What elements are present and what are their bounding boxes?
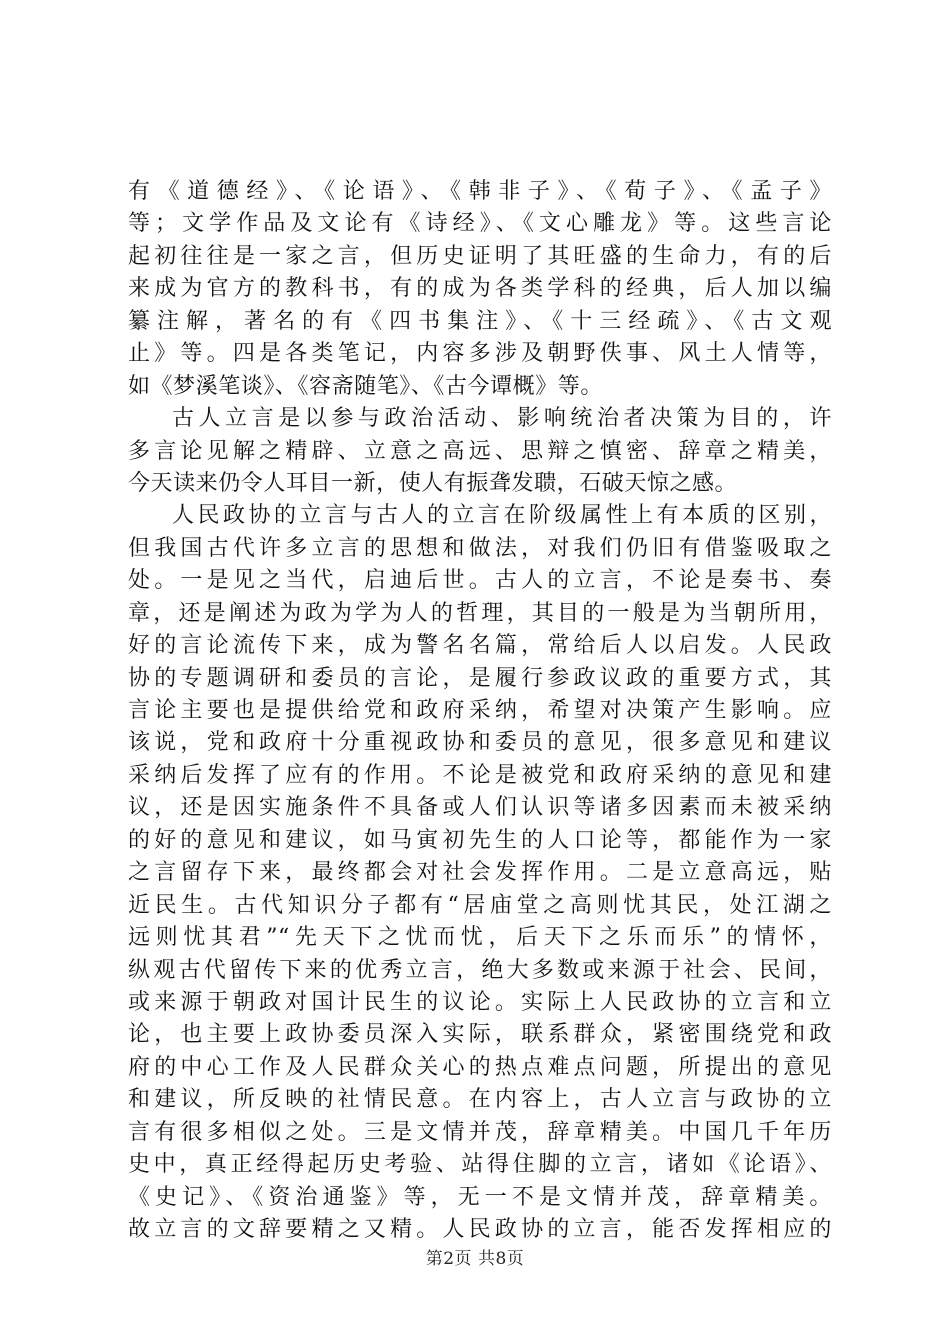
text-line: 但我国古代许多立言的思想和做法，对我们仍旧有借鉴吸取之: [128, 535, 832, 561]
text-line: 言有很多相似之处。三是文情并茂，辞章精美。中国几千年历: [128, 1119, 832, 1145]
text-line: 之言留存下来，最终都会对社会发挥作用。二是立意高远，贴: [128, 860, 832, 886]
body-text: [128, 176, 832, 1246]
text-line: 采纳后发挥了应有的作用。不论是被党和政府采纳的意见和建: [128, 762, 832, 788]
text-line: 言论主要也是提供给党和政府采纳，希望对决策产生影响。应: [128, 698, 832, 723]
text-line: 有《道德经》、《论语》、《韩非子》、《荀子》、《孟子》: [128, 179, 832, 204]
text-line: 如《梦溪笔谈》、《容斋随笔》、《古今谭概》等。: [128, 373, 603, 399]
text-line: 《史记》、《资治通鉴》等，无一不是文情并茂，辞章精美。: [128, 1184, 832, 1210]
text-line: 好的言论流传下来，成为警名名篇，常给后人以启发。人民政: [128, 633, 832, 659]
text-line: 多言论见解之精辟、立意之高远、思辩之慎密、辞章之精美，: [128, 438, 832, 464]
text-line: 该说，党和政府十分重视政协和委员的意见，很多意见和建议: [128, 730, 832, 756]
page-footer: 第2页 共8页: [425, 1249, 525, 1269]
text-line: 起初往往是一家之言，但历史证明了其旺盛的生命力，有的后: [128, 243, 832, 269]
text-line: 府的中心工作及人民群众关心的热点难点问题，所提出的意见: [128, 1054, 832, 1080]
text-line: 和建议，所反映的社情民意。在内容上，古人立言与政协的立: [128, 1087, 832, 1113]
text-line: 远则忧其君”“先天下之忧而忧，后天下之乐而乐”的情怀，: [128, 925, 832, 951]
text-line: 处。一是见之当代，启迪后世。古人的立言，不论是奏书、奏: [128, 568, 832, 594]
text-line: 故立言的文辞要精之又精。人民政协的立言，能否发挥相应的: [128, 1217, 832, 1242]
text-line: 议，还是因实施条件不具备或人们认识等诸多因素而未被采纳: [128, 795, 832, 821]
text-line: 来成为官方的教科书，有的成为各类学科的经典，后人加以编: [128, 276, 832, 302]
text-line: 或来源于朝政对国计民生的议论。实际上人民政协的立言和立: [128, 989, 832, 1015]
text-line: 的好的意见和建议，如马寅初先生的人口论等，都能作为一家: [128, 827, 832, 853]
text-line: 止》等。四是各类笔记，内容多涉及朝野佚事、风土人情等，: [128, 341, 832, 367]
text-line: 协的专题调研和委员的言论，是履行参政议政的重要方式，其: [128, 665, 832, 691]
text-line: 古人立言是以参与政治活动、影响统治者决策为目的，许: [172, 406, 832, 432]
text-line: 今天读来仍令人耳目一新，使人有振聋发聩，石破天惊之感。: [128, 470, 738, 496]
text-line: 纂注解，著名的有《四书集注》、《十三经疏》、《古文观: [128, 308, 832, 334]
text-line: 等；文学作品及文论有《诗经》、《文心雕龙》等。这些言论: [128, 211, 832, 237]
text-line: 纵观古代留传下来的优秀立言，绝大多数或来源于社会、民间，: [128, 957, 832, 983]
text-line: 论，也主要上政协委员深入实际，联系群众，紧密围绕党和政: [128, 1022, 832, 1048]
text-line: 人民政协的立言与古人的立言在阶级属性上有本质的区别，: [172, 503, 832, 529]
text-line: 史中，真正经得起历史考验、站得住脚的立言，诸如《论语》、: [128, 1152, 832, 1178]
text-line: 近民生。古代知识分子都有“居庙堂之高则忧其民，处江湖之: [128, 892, 832, 918]
text-line: 章，还是阐述为政为学为人的哲理，其目的一般是为当朝所用，: [128, 600, 832, 626]
